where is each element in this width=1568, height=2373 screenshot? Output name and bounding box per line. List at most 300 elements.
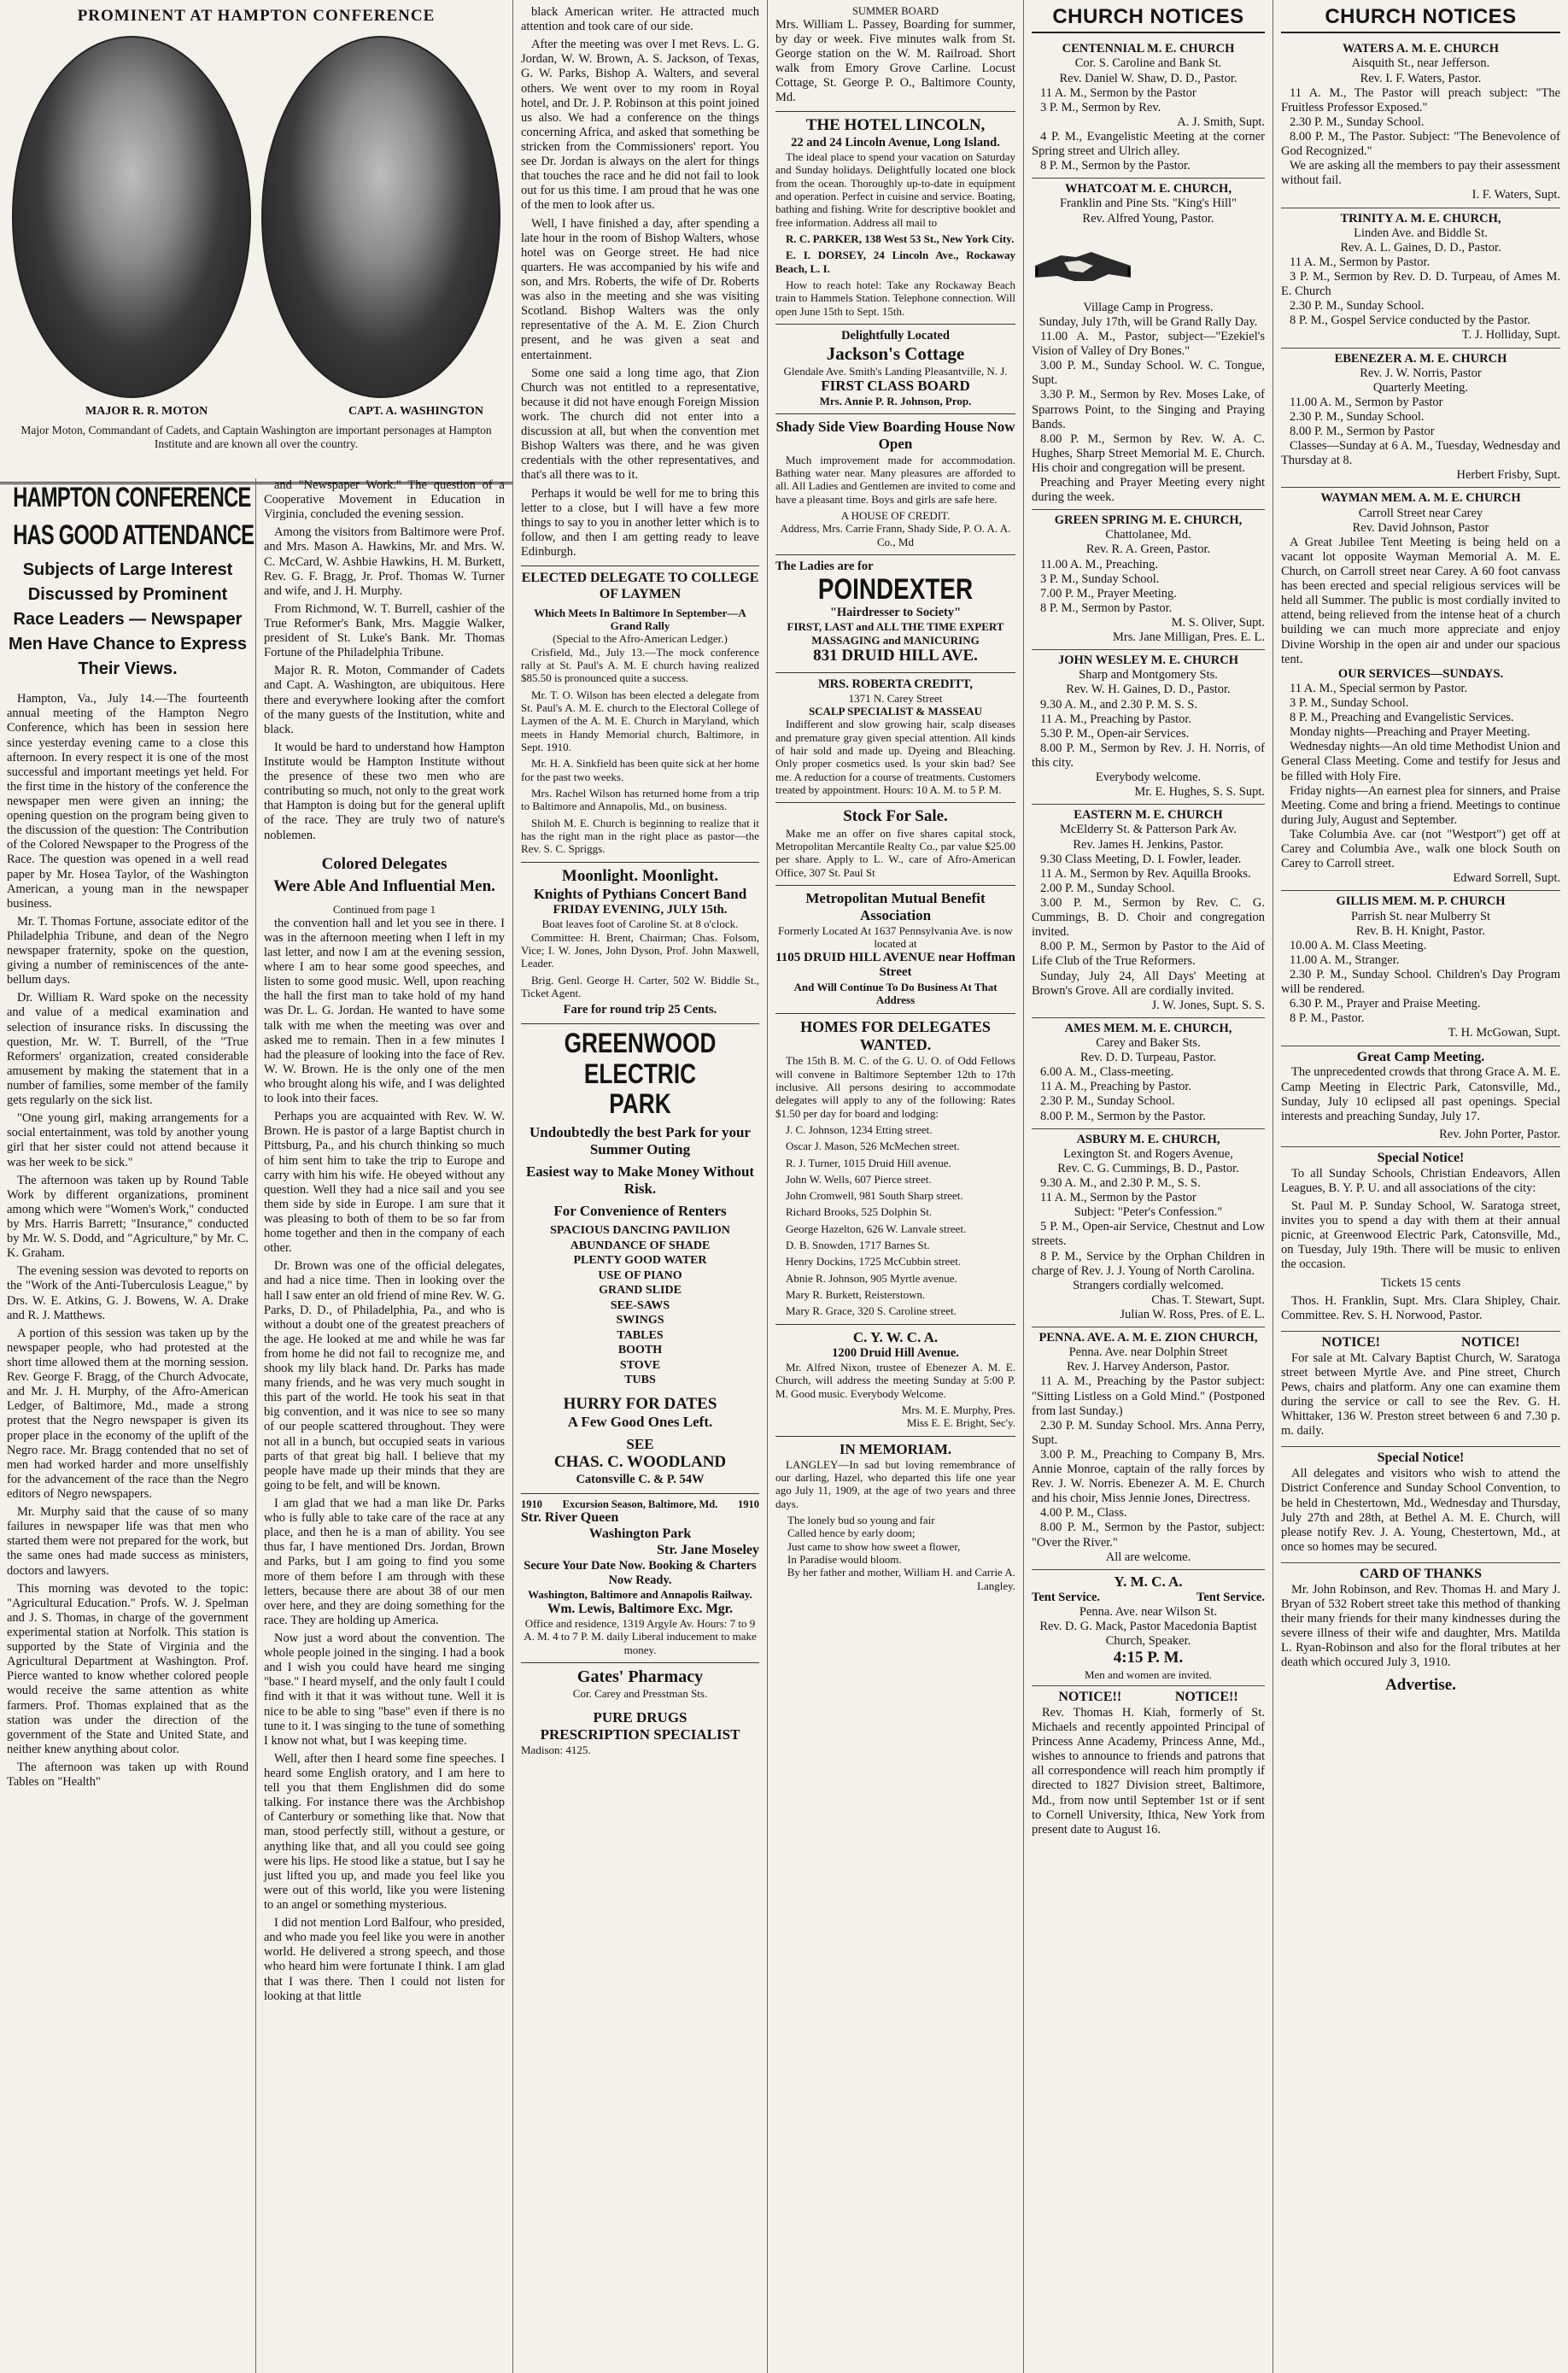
church-line: Penna. Ave. near Dolphin Street — [1068, 1345, 1228, 1360]
list-item: J. C. Johnson, 1234 Etting street. — [786, 1122, 933, 1136]
hotel-parker: R. C. PARKER, 138 West 53 St., New York City. — [786, 231, 1015, 245]
paragraph: Mr. H. A. Sinkfield has been quite sick at her home for the past two weeks. — [521, 757, 759, 783]
gates-phone: Madison: 4125. — [521, 1743, 591, 1756]
creditt-address: 1371 N. Carey Street — [848, 691, 943, 705]
homes-title: HOMES FOR DELEGATES WANTED. — [800, 1017, 991, 1053]
excursion-ad — [521, 1493, 759, 1656]
moonlight-title: Moonlight. Moonlight. — [561, 866, 719, 885]
portrait-banner — [0, 7, 512, 484]
special-notice-2 — [1281, 1447, 1560, 1563]
ymca-notice — [1032, 1570, 1265, 1686]
notice-right: NOTICE! — [1461, 1334, 1520, 1350]
memoriam-signature: By her father and mother, William H. and Carrie A. Langley. — [787, 1566, 1015, 1592]
church-line: Chattolanee, Md. — [1105, 528, 1191, 542]
list-item: Richard Brooks, 525 Dolphin St. — [786, 1205, 933, 1219]
portrait-photo-moton — [12, 36, 251, 398]
list-item: Abnie R. Johnson, 905 Myrtle avenue. — [786, 1271, 957, 1285]
church-name: TRINITY A. M. E. CHURCH, — [1340, 211, 1501, 226]
church-line: Rev. W. H. Gaines, D. D., Pastor. — [1066, 683, 1231, 697]
church-line: 5 P. M., Open-air Service, Chestnut and Low streets. — [1032, 1220, 1265, 1249]
jacksons-cottage-ad — [775, 324, 1015, 408]
church-line: Rev. B. H. Knight, Pastor. — [1356, 923, 1485, 938]
list-item: Henry Dockins, 1725 McCubbin street. — [786, 1255, 962, 1269]
church-line: 2.30 P. M., Sunday School. — [1040, 1094, 1175, 1109]
church-line: 2.00 P. M., Sunday School. — [1040, 881, 1175, 895]
church-line: Monday nights—Preaching and Prayer Meeting. — [1290, 725, 1530, 740]
church-line: Mr. E. Hughes, S. S. Supt. — [1134, 785, 1265, 800]
poindexter-address: 831 DRUID HILL AVE. — [813, 647, 978, 665]
paragraph: I did not mention Lord Balfour, who presided, and who made you feel like you were in another world. He delivered a strong speech, and those who heard him were fortunate I think. I am glad that I was there. Then I could not listen for looking at that little — [264, 1916, 505, 2003]
board-head: SUMMER BOARD — [851, 5, 939, 17]
paragraph: Among the visitors from Baltimore were Prof. and Mrs. Mason A. Hawkins, Mr. and Mrs. W. C. McCard, W. Ashbie Hawkins, H. M. Burkett, Rev. G. F. Bragg, Jr. Prof. Thomas W. Turner and wife, and J. H. Murphy. — [264, 525, 505, 598]
church-line: Rev. D. D. Turpeau, Pastor. — [1080, 1051, 1216, 1065]
church-line: Rev. David Johnson, Pastor — [1352, 520, 1489, 535]
church-line: 11.00 A. M., Stranger. — [1290, 952, 1400, 967]
park-item: SPACIOUS DANCING PAVILION — [550, 1224, 730, 1238]
excursion-header — [521, 1498, 759, 1511]
excursion-secure: Secure Your Date Now. Booking & Charters Now Ready. — [524, 1559, 757, 1588]
church-line: McElderry St. & Patterson Park Av. — [1059, 823, 1237, 837]
church-line: 11 A. M., Preaching by Pastor. — [1040, 712, 1192, 726]
church-line: Rev. R. A. Green, Pastor. — [1085, 542, 1211, 557]
banner-title: PROMINENT AT HAMPTON CONFERENCE — [77, 7, 436, 25]
church-name: CENTENNIAL M. E. CHURCH — [1062, 42, 1235, 56]
ywca-sig-2: Miss E. E. Bright, Sec'y. — [906, 1416, 1015, 1430]
church-line: Linden Ave. and Biddle St. — [1354, 226, 1488, 240]
verse-line: In Paradise would bloom. — [787, 1552, 902, 1566]
kiah-text: Rev. Thomas H. Kiah, formerly of St. Michaels and recently appointed Principal of Princess Anne Academy, Princess Anne, Md., wishes to announce to friends and patrons that all correspondence will reach him promptly if directed to 1827 Division street, Baltimore, Md., from now until September 1st or if sent to Cornell University, Ithica, New York from present date to August 16. — [1032, 1705, 1265, 1837]
church-line: Take Columbia Ave. car (not "Westport") get off at Carey and Columbia Ave., walk one block South on Carey to Carroll street. — [1281, 828, 1560, 871]
church-line: 2.30 P. M. Sunday School. Mrs. Anna Perry, Supt. — [1032, 1418, 1265, 1447]
hotel-text: The ideal place to spend your vacation on Saturday and Sunday holidays. Delightfully located one block from the ocean. Thoroughly up-to-date in equipment and operation. Perfect in cuisine and service. Boating, bathing and fishing. Write for descriptive booklet and free information. Address all mail to — [775, 149, 1015, 229]
creditt-name: MRS. ROBERTA CREDITT, — [817, 677, 974, 691]
excursion-label: Excursion Season, Baltimore, Md. — [562, 1497, 718, 1510]
hotel-reach: How to reach hotel: Take any Rockaway Beach train to Hammels Station. Telephone connection. Will open June 15th to Sept. 15th. — [775, 278, 1015, 318]
church-signature: I. F. Waters, Supt. — [1471, 188, 1560, 202]
church-line: 8 P. M., Sermon by Pastor. — [1040, 601, 1173, 615]
park-tagline: Undoubtedly the best Park for your Summer Outing — [529, 1123, 751, 1157]
church-line: Strangers cordially welcomed. — [1073, 1278, 1224, 1292]
shady-text: Much improvement made for accommodation. Bathing water near. Many pleasures are afforded to all. All Ladies and Gentlemen are invited to come and have a pleasant time. Boys and girls are safe here. — [775, 453, 1015, 506]
column-3 — [767, 0, 1023, 2373]
church-signature: T. H. McGowan, Supt. — [1448, 1026, 1560, 1040]
paragraph: Mr. Murphy said that the cause of so many failures in newspaper life was that men who started them were not prepared for the work, but the same ones had made success as ministers, doctors and lawyers. — [7, 1505, 249, 1578]
church-line: 10.00 A. M. Class Meeting. — [1290, 938, 1427, 952]
church-notices-heading: CHURCH NOTICES — [1032, 5, 1265, 33]
jackson-prop: Mrs. Annie P. R. Johnson, Prop. — [819, 395, 972, 408]
church-line: 2.30 P. M., Sunday School. — [1290, 114, 1425, 129]
special-notice-text: All delegates and visitors who wish to attend the District Conference and Sunday School Convention, to be held in Chestertown, Md., Wednesday and Thursday, July 27th and 28th, at Bethel A. M. E. Church, will please notify Rev. J. A. Young, Chestertown, Md., at once so homes may be secured. — [1281, 1467, 1560, 1554]
church-line: 4 P. M., Evangelistic Meeting at the corner Spring street and Ulrich alley. — [1032, 129, 1265, 159]
park-address: Catonsville C. & P. 54W — [576, 1472, 705, 1486]
paragraph: and "Newspaper Work." The question of a Cooperative Movement in Education in Virginia, concluded the evening session. — [264, 478, 505, 522]
church-notice — [1281, 488, 1560, 891]
camp-meeting-text: The unprecedented crowds that throng Grace A. M. E. Camp Meeting in Electric Park, Catonsville, Md., Sunday, July 10 eclipsed all past openings. Special interests and preaching Sunday, July 17. — [1281, 1065, 1560, 1123]
metropolitan-ad — [775, 885, 1015, 1007]
paragraph: I am glad that we had a man like Dr. Parks who is fully able to take care of the race at any place, and then he is a man of ability. You see thus far, I have mentioned Drs. Jordan, Brown and Parks, but I am going to find you some more of them before I am through with these letters, because there are about 38 of our men over here, and they are doing something for the race. They are holding up America. — [264, 1497, 505, 1627]
church-notices-heading-2: CHURCH NOTICES — [1281, 5, 1560, 33]
church-line: Lexington St. and Rogers Avenue, — [1063, 1146, 1233, 1161]
paragraph: The afternoon was taken up with Round Tables on "Health" — [7, 1760, 249, 1790]
list-item: Oscar J. Mason, 526 McMechen street. — [786, 1140, 960, 1153]
church-line: Rev. C. G. Cummings, B. D., Pastor. — [1057, 1161, 1239, 1175]
church-line: 3.00 P. M., Sermon by Rev. C. G. Cummings, B. D. Choir and congregation invited. — [1032, 896, 1265, 940]
greenwood-park-ad — [521, 1023, 759, 1486]
caption-moton: MAJOR R. R. MOTON — [85, 405, 208, 418]
subhead-colored-delegates: Colored Delegates — [321, 854, 448, 873]
ymca-tent-right: Tent Service. — [1196, 1590, 1265, 1604]
moonlight-subtitle: Knights of Pythians Concert Band — [533, 886, 747, 903]
church-line: Subject: "Peter's Confession." — [1074, 1205, 1223, 1220]
memoriam-text: LANGLEY—In sad but loving remembrance of our darling, Hazel, who departed this life one year ago July 11, 1909, at the age of two years and three days. — [775, 1457, 1015, 1510]
church-line: 11.00 A. M., Preaching. — [1040, 557, 1159, 571]
metro-continue: And Will Continue To Do Business At That Address — [793, 981, 998, 1007]
thanks-text: Mr. John Robinson, and Rev. Thomas H. and Mary J. Bryan of 532 Robert street take this method of thanking their many friends for their many kindnesses during the severe illness of their wife and daughter, Mrs. Matilda L. Ryan-Robinson and also for the floral tributes at her death which occured July 3, 1910. — [1281, 1582, 1560, 1670]
advertise-footer: Advertise. — [1385, 1675, 1456, 1694]
creditt-text: Indifferent and slow growing hair, scalp diseases and premature gray given special attention. All kinds of hair sold and made up. Dyeing and Bleaching. Only proper cosmetics used. Is your skin bad? See me. A reduction for a course of treatments. Customers treated by appointment. Hours: 10 A. M. to 5 P. M. — [775, 718, 1015, 796]
ywca-address: 1200 Druid Hill Avenue. — [832, 1345, 959, 1360]
park-renters: For Convenience of Renters — [553, 1203, 727, 1220]
church-line: A Great Jubilee Tent Meeting is being held on a vacant lot opposite Wayman Memorial A. M. E. Church, on Carroll street near Carey. A 60 foot canvass has been erected and special religious services will be held all Summer. The public is most cordially invited to attend, being relieved from the intense heat of a church building we can much more appreciate and enjoy Divine Worship in the open air and under our spacious tent. — [1281, 535, 1560, 666]
church-notice — [1032, 1018, 1265, 1129]
verse-line: Just came to show how sweet a flower, — [787, 1539, 961, 1553]
gates-specialist: PRESCRIPTION SPECIALIST — [540, 1726, 740, 1743]
church-line: 11 A. M., Special sermon by Pastor. — [1290, 681, 1468, 695]
church-line: 8 P. M., Pastor. — [1290, 1011, 1365, 1026]
hotel-title: THE HOTEL LINCOLN, — [805, 116, 986, 135]
headline-deck: Subjects of Large Interest Discussed by Prominent Race Leaders — Newspaper Men Have Chance to Express Their Views. — [9, 560, 247, 679]
paragraph: Well, I have finished a day, after spending a late hour in the room of Bishop Walters, whose hotel was on George street. He had nice quarters. He was accompanied by his wife and son, and Mrs. Roberts, the wife of Dr. Roberts was also in the meeting and she was visiting Scotland. Bishop Walters was the only representative of the A. M. E. Zion Church present, and he was given a seat and entertainment. — [521, 216, 759, 362]
park-item: BOOTH — [617, 1344, 663, 1357]
notice-header — [1032, 1690, 1265, 1706]
hotel-lincoln-ad — [775, 111, 1015, 317]
list-item: R. J. Turner, 1015 Druid Hill avenue. — [786, 1156, 951, 1169]
shady-credit: A HOUSE OF CREDIT. — [840, 508, 951, 522]
excursion-route: Washington, Baltimore and Annapolis Railway. — [528, 1588, 752, 1602]
church-line: Rev. I. F. Waters, Pastor. — [1360, 71, 1482, 85]
church-line: Wednesday nights—An old time Methodist Union and General Class Meeting. Come and testify for Jesus and be filled with Holy Fire. — [1281, 740, 1560, 783]
paragraph: the convention hall and let you see in there. I was in the afternoon meeting when I left in my last letter, and now I am at the evening session, where I am to hear some good speeches, and listen to some good music. Well, upon reaching the hall the first man to take hold of my hand was Dr. L. G. Jordan. He wanted to have some talk with me when the meeting was over and asked me to remain. Then in a few minutes I had the pleasure of looking into the face of Rev. W. W. Brown. He is the only one of the men who brought along his wife, and I was delighted to look into their faces. — [264, 916, 505, 1106]
church-line: 3 P. M., Sermon by Rev. D. D. Turpeau, of Ames M. E. Church — [1281, 269, 1560, 299]
list-item: John W. Wells, 607 Pierce street. — [786, 1172, 932, 1186]
church-notice — [1281, 38, 1560, 208]
thanks-title: CARD OF THANKS — [1359, 1566, 1483, 1581]
paragraph: From Richmond, W. T. Burrell, cashier of the True Reformer's Bank, Mrs. Maggie Walker, president of St. Luke's Bank. Mr. Thomas Fortune of the Philadelphia Tribune. — [264, 601, 505, 660]
church-notice — [1032, 510, 1265, 650]
park-few-left: A Few Good Ones Left. — [567, 1414, 713, 1431]
camp-line: 8.00 P. M., Sermon by Rev. W. A. C. Hughes, Sharp Street Memorial M. E. Church. His choir and congregation will be present. — [1032, 431, 1265, 475]
church-line: 3 P. M., Sunday School. — [1290, 696, 1409, 711]
article-body-a — [7, 692, 249, 1790]
church-line: J. W. Jones, Supt. S. S. — [1151, 998, 1265, 1012]
church-line: 11 A. M., Sermon by Rev. Aquilla Brooks. — [1040, 866, 1251, 881]
jackson-title: Jackson's Cottage — [826, 343, 965, 364]
church-name: JOHN WESLEY M. E. CHURCH — [1057, 653, 1239, 668]
moonlight-ad — [521, 862, 759, 1018]
church-line: Franklin and Pine Sts. "King's Hill" — [1060, 196, 1237, 211]
park-hurry: HURRY FOR DATES — [563, 1394, 717, 1413]
church-line: Rev. James H. Jenkins, Pastor. — [1073, 837, 1224, 852]
church-line: Mrs. Jane Milligan, Pres. E. L. — [1112, 630, 1265, 645]
photo-caption: Major Moton, Commandant of Cadets, and Captain Washington are important personages at Hampton Institute and are known all over the country. — [20, 424, 492, 450]
jackson-board: FIRST CLASS BOARD — [821, 378, 970, 395]
subhead-able-men: Were Able And Influential Men. — [273, 877, 495, 896]
church-line: Rev. A. L. Gaines, D. D., Pastor. — [1340, 240, 1501, 255]
paragraph: Hampton, Va., July 14.—The fourteenth annual meeting of the Hampton Negro Conference, which has been in session here since yesterday evening came to a close this afternoon. In every respect it is one of the most successful and important meetings yet held. For the first time in the history of the conference the newspaper men were given an inning; the opening question on the program being given to the discussion of the question: The Contribution of the Colored Newspaper to the Progress of the Race. The question was opened in a well read paper by Mr. Hosea Taylor, of the Washington American, a young man in the newspaper business. — [7, 692, 249, 911]
moonlight-boat: Boat leaves foot of Caroline St. at 8 o'clock. — [541, 917, 739, 931]
church-line: 11 A. M., The Pastor will preach subject: "The Fruitless Professor Exposed." — [1281, 85, 1560, 114]
excursion-year-right: 1910 — [737, 1497, 759, 1510]
church-name: WHATCOAT M. E. CHURCH, — [1065, 182, 1232, 196]
jackson-address: Glendale Ave. Smith's Landing Pleasantville, N. J. — [783, 364, 1008, 378]
poindexter-tag: "Hairdresser to Society" — [829, 606, 962, 620]
church-line: Chas. T. Stewart, Supt. — [1151, 1292, 1265, 1307]
paragraph: Dr. Brown was one of the official delegates, and had a nice time. Then in looking over the hall I saw enter an old friend of mine Rev. W. G. Parks, D. D., of Philadelphia, Pa., and who is without a doubt one of the greatest preachers of the age. He looked at me and while he was far from home he did not fail to recognize me, and shook my lily black hand. Dr. Parks has made many friends, and he was very much sought in this part of the world. He took his seat in that big convention, and it was nice to see so many of our people scattered throughout. They were not all in a bunch, but occupied seats in various parts of that great big hall. I believe that my people have made up their minds that they are going to be felt, and will be known. — [264, 1259, 505, 1492]
park-title-1: GREENWOOD — [564, 1028, 717, 1059]
moonlight-committee: Committee: H. Brent, Chairman; Chas. Folsom, Vice; I. W. Jones, John Dyson, Prof. John Maxwell, Leader. — [521, 930, 759, 970]
church-line: 11 A. M., Sermon by the Pastor — [1040, 85, 1196, 100]
church-line: 8 P. M., Sermon by the Pastor. — [1040, 159, 1191, 173]
church-line: Julian W. Ross, Pres. of E. L. — [1120, 1307, 1265, 1321]
special-notice-title: Special Notice! — [1377, 1450, 1465, 1466]
church-line: Aisquith St., near Jefferson. — [1351, 56, 1490, 71]
column-1 — [0, 0, 512, 2373]
gates-pharmacy-ad — [521, 1662, 759, 1756]
camp-line: 11.00 A. M., Pastor, subject—"Ezekiel's Vision of Valley of Dry Bones." — [1032, 329, 1265, 359]
paragraph: The afternoon was taken up by Round Table Work by different organizations, prominent among which were "Women's Work," conducted by Mrs. Harris Barrett; "Insurance," conducted by Mr. W. S. Dodd, and "Agriculture," by Mr. C. K. Graham. — [7, 1173, 249, 1261]
church-name: GREEN SPRING M. E. CHURCH, — [1054, 513, 1243, 528]
church-name: AMES MEM. M. E. CHURCH, — [1064, 1021, 1232, 1035]
paragraph: Crisfield, Md., July 13.—The mock conference rally at St. Paul's A. M. E church having realized $85.50 is pronounced quite a success. — [521, 645, 759, 685]
paragraph: Perhaps you are acquainted with Rev. W. W. Brown. He is pastor of a large Baptist church in Pittsburg, Pa., and his church thinking so much of him sent him to take the trip to Europe and carry with him his wife. He obeyed without any question. Well they had a nice sail and you see them side by side in Europe. I am sure that it was pleasing to both of them to be so far from home together and then in the company of each other. — [264, 1110, 505, 1256]
church-name: WATERS A. M. E. CHURCH — [1342, 42, 1499, 56]
stock-text: Make me an offer on five shares capital stock, Metropolitan Mercantile Realty Co., par value $25.00 per share. Apply to L. W., care of Afro-American Office, 307 St. Paul St — [775, 826, 1015, 879]
gates-title: Gates' Pharmacy — [576, 1667, 704, 1686]
portrait-photo-washington — [261, 36, 500, 398]
church-line: M. S. Oliver, Supt. — [1171, 616, 1265, 630]
headline-line-2: HAS GOOD ATTENDANCE — [13, 519, 255, 550]
park-item: PLENTY GOOD WATER — [573, 1254, 707, 1268]
church-line: 11.00 A. M., Sermon by Pastor — [1290, 395, 1443, 409]
park-item: TABLES — [617, 1328, 664, 1342]
handshake-icon — [1032, 231, 1134, 291]
church-line: Carroll Street near Carey — [1358, 506, 1483, 520]
paragraph: It would be hard to understand how Hampton Institute would be Hampton Institute without the presence of these two men who are contributing so much, not only to the great work that Hampton is doing but for the general uplift of the race. They are truly two of nature's noblemen. — [264, 740, 505, 842]
notice-for-sale — [1281, 1332, 1560, 1448]
church-line: 4.00 P. M., Class. — [1040, 1506, 1127, 1520]
church-line: A. J. Smith, Supt. — [1177, 114, 1265, 129]
church-line: 3 P. M., Sermon by Rev. — [1040, 100, 1161, 114]
special-notice-text: To all Sunday Schools, Christian Endeavors, Allen Leagues, B. Y. P. U. and all associations of the city: — [1281, 1166, 1560, 1195]
church-notice — [1032, 38, 1265, 179]
church-line: 8.00 P. M., Sermon by Pastor to the Aid of Life Club of the True Reformers. — [1032, 940, 1265, 969]
park-title-3: PARK — [609, 1087, 671, 1119]
excursion-boat-2: Str. Jane Moseley — [657, 1543, 759, 1558]
hotel-dorsey: E. I. DORSEY, 24 Lincoln Ave., Rockaway Beach, L. I. — [775, 249, 1015, 275]
list-item: George Hazelton, 626 W. Lanvale street. — [786, 1222, 967, 1235]
paragraph: The evening session was devoted to reports on the "Work of the Anti-Tuberculosis League," by Drs. W. E. Atkins, G. J. Bowens, W. A. Drake and R. J. Matthews. — [7, 1264, 249, 1322]
church-name: WAYMAN MEM. A. M. E. CHURCH — [1320, 491, 1521, 506]
ywca-title: C. Y. W. C. A. — [852, 1328, 939, 1345]
excursion-office: Office and residence, 1319 Argyle Av. Hours: 7 to 9 A. M. 4 to 7 P. M. daily Liberal inducement to make money. — [524, 1616, 757, 1656]
church-line: 3.00 P. M., Preaching to Company B, Mrs. Annie Monroe, captain of the rally forces by Rev. J. W. Norris. Ebenezer A. M. E. Church and his choir, Miss Jennie Jones, Directress. — [1032, 1447, 1265, 1506]
church-line: 8 P. M., Service by the Orphan Children in charge of Rev. J. J. Young of North Carolina. — [1032, 1249, 1265, 1278]
park-item: SWINGS — [616, 1314, 664, 1327]
ywca-notice — [775, 1324, 1015, 1430]
list-item: D. B. Snowden, 1717 Barnes St. — [786, 1239, 930, 1252]
camp-line: Preaching and Prayer Meeting every night during the week. — [1032, 476, 1265, 505]
special-notice-text: St. Paul M. P. Sunday School, W. Saratoga street, invites you to spend a day with them at their annual picnic, at Greenwood Electric Park, Catonsville, Md., on Tuesday, July 19th. There will be music to enliven the occasion. — [1281, 1199, 1560, 1272]
church-line: 11 A. M., Preaching by the Pastor subject: "Sitting Listless on a Gold Mind." (Postponed from last Sunday.) — [1032, 1374, 1265, 1418]
church-line: Sunday, July 24, All Days' Meeting at Brown's Grove. All are cordially invited. — [1032, 969, 1265, 998]
poindexter-first: FIRST, LAST and ALL THE TIME EXPERT MASSAGING and MANICURING — [787, 620, 1004, 647]
park-item: USE OF PIANO — [598, 1269, 682, 1282]
poindexter-lead: The Ladies are for — [775, 559, 874, 573]
church-line: Quarterly Meeting. — [1372, 380, 1469, 395]
ymca-title: Y. M. C. A. — [1114, 1573, 1183, 1590]
list-item: Mary R. Grace, 320 S. Caroline street. — [786, 1304, 957, 1318]
paragraph: Mr. T. Thomas Fortune, associate editor of the Philadelphia Tribune, and dean of the Negro newspaper fraternity, spoke on the question, giving a number of reminiscences of the ante-bellum days. — [7, 914, 249, 987]
park-item: ABUNDANCE OF SHADE — [570, 1239, 711, 1252]
paragraph: Dr. William R. Ward spoke on the necessity and value of a medical examination and selection of insurance risks. In discussing the question, Mr. W. T. Burrell, of the "True Reformers' organization, created considerable amusement by making the statement that in a number of families, some member of the family gets regularly on the sick list. — [7, 991, 249, 1108]
column-5 — [1273, 0, 1568, 2373]
ymca-tent-row — [1032, 1591, 1265, 1605]
church-line: 8.00 P. M., Sermon by Rev. J. H. Norris, of this city. — [1032, 741, 1265, 770]
church-line: 8.00 P. M., Sermon by Pastor — [1290, 425, 1435, 439]
church-line: 2.30 P. M., Sunday School. — [1290, 299, 1425, 313]
church-line: 6.00 A. M., Class-meeting. — [1040, 1065, 1174, 1080]
column-1a — [0, 478, 256, 2373]
notice-left: NOTICE! — [1321, 1334, 1380, 1350]
church-line: We are asking all the members to pay their assessment without fail. — [1281, 159, 1560, 188]
church-notice — [1032, 650, 1265, 805]
church-line: 11 A. M., Sermon by the Pastor — [1040, 1191, 1196, 1205]
verse-line: Called hence by early doom; — [787, 1526, 916, 1540]
notice-text: For sale at Mt. Calvary Baptist Church, W. Saratoga street between Myrtle Ave. and Pine street, Church Pews, chairs and platform. Any one can examine them during the service or call to see the Rev. G. H. Whittaker, 136 W. Preston street between 6 and 7.30 p. m. daily. — [1281, 1351, 1560, 1438]
church-line: 8.00 P. M., Sermon by the Pastor. — [1040, 1109, 1206, 1123]
park-item: GRAND SLIDE — [599, 1284, 682, 1298]
poindexter-ad — [775, 554, 1015, 666]
paragraph: This morning was devoted to the topic: "Agricultural Education." Profs. W. J. Spelman and J. S. Thomas, in charge of the government experimental station at Norfolk. This station is supported by the State of Virginia and the Agricultural Department at Washington. Prof. Pierce wanted to know whether colored people would receive the same attention as white farmers. Prof. Thomas explained that as the station was under the direction of the government of the State and United State, and neither knew anything about color. — [7, 1581, 249, 1756]
excursion-manager: Wm. Lewis, Baltimore Exc. Mgr. — [547, 1601, 733, 1616]
elected-note: (Special to the Afro-American Ledger.) — [553, 632, 728, 646]
moonlight-date: FRIDAY EVENING, JULY 15th. — [553, 903, 728, 917]
elected-delegate-article — [521, 565, 759, 856]
shady-side-ad — [775, 413, 1015, 548]
camp-line: 3.00 P. M., Sunday School. W. C. Tongue, Supt. — [1032, 359, 1265, 388]
church-line: Sharp and Montgomery Sts. — [1079, 668, 1218, 683]
in-memoriam — [775, 1436, 1015, 1592]
stock-title: Stock For Sale. — [843, 807, 948, 826]
church-line: Carey and Baker Sts. — [1096, 1035, 1201, 1050]
list-item: John Cromwell, 981 South Sharp street. — [786, 1189, 963, 1203]
list-item: Mary R. Burkett, Reisterstown. — [786, 1288, 926, 1302]
verse-line: The lonely bud so young and fair — [787, 1513, 935, 1526]
paragraph: Well, after then I heard some fine speeches. I heard some English oratory, and I am here to tell you that them Englishmen did do some talking. For instance there was the Archbishop of Canterbury or something like that. Now that man, stood perfectly still, without a gesture, or anything like that, and all you could see going were his lips. He stood like a statue, but I say he just lifted you up, and made you feel like you were out of this world, like you were listening to an angel or something mysterious. — [264, 1751, 505, 1912]
church-line: 2.30 P. M., Sunday School. Children's Day Program will be rendered. — [1281, 967, 1560, 997]
metro-address: 1105 DRUID HILL AVENUE near Hoffman Street — [775, 950, 1015, 980]
homes-for-delegates — [775, 1013, 1015, 1318]
column-4 — [1023, 0, 1273, 2373]
church-line: 8 P. M., Gospel Service conducted by the Pastor. — [1290, 313, 1530, 328]
church-line: 9.30 A. M., and 2.30 P. M. S. S. — [1040, 697, 1198, 712]
church-line: Rev. Daniel W. Shaw, D. D., Pastor. — [1059, 71, 1237, 85]
church-name: PENNA. AVE. A. M. E. ZION CHURCH, — [1039, 1331, 1258, 1345]
excursion-year-left: 1910 — [521, 1497, 542, 1510]
church-line: Rev. J. W. Norris, Pastor — [1360, 366, 1482, 380]
special-notice-tickets: Tickets 15 cents — [1380, 1275, 1461, 1290]
church-line: 6.30 P. M., Prayer and Praise Meeting. — [1290, 997, 1481, 1011]
notice-right: NOTICE!! — [1174, 1690, 1238, 1705]
headline-line-1: HAMPTON CONFERENCE — [13, 482, 251, 513]
card-of-thanks — [1281, 1563, 1560, 1699]
elected-title: ELECTED DELEGATE TO COLLEGE OF LAYMEN — [521, 571, 759, 601]
stock-ad — [775, 802, 1015, 879]
church-signature: T. J. Holliday, Supt. — [1461, 328, 1560, 343]
church-signature: Herbert Frisby, Supt. — [1456, 468, 1560, 483]
church-line: 11 A. M., Preaching by Pastor. — [1040, 1080, 1192, 1094]
paragraph: Perhaps it would be well for me to bring this letter to a close, but I will have a few more things to say to you in another letter which is to follow, and then I am getting ready to leave Edinburgh. — [521, 486, 759, 559]
paragraph: Mrs. Rachel Wilson has returned home from a trip to Baltimore and Annapolis, Md., on business. — [521, 787, 759, 813]
church-notice — [1032, 805, 1265, 1018]
hotel-address: 22 and 24 Lincoln Avenue, Long Island. — [791, 135, 1000, 149]
church-line: OUR SERVICES—SUNDAYS. — [1337, 666, 1504, 681]
gates-drugs: PURE DRUGS — [593, 1708, 687, 1726]
church-line: 2.30 P. M., Sunday School. — [1290, 409, 1425, 424]
camp-line: 3.30 P. M., Sermon by Rev. Moses Lake, of Sparrows Point, to the Singing and Praying Bands. — [1032, 388, 1265, 431]
church-notice — [1032, 1129, 1265, 1327]
ymca-time: 4:15 P. M. — [1113, 1649, 1184, 1667]
special-notice-1 — [1281, 1147, 1560, 1332]
ymca-note: Men and women are invited. — [1084, 1667, 1213, 1681]
elected-subtitle: Which Meets In Baltimore In September—A Grand Rally — [534, 606, 746, 633]
shady-title: Shady Side View Boarding House Now Open — [775, 419, 1015, 453]
paragraph: Major R. R. Moton, Commander of Cadets and Capt. A. Washington, are ubiquitous. Here there and everywhere looking after the comfort of the many guests of the Institution, white and black. — [264, 664, 505, 736]
metro-text: Formerly Located At 1637 Pennsylvania Ave. is now located at — [778, 924, 1013, 951]
ymca-line: Penna. Ave. near Wilson St. — [1079, 1604, 1218, 1619]
church-line: Everybody welcome. — [1095, 770, 1202, 785]
paragraph: black American writer. He attracted much attention and took care of our side. — [521, 5, 759, 34]
paragraph: A portion of this session was taken up by the newspaper people, who had protested at the short time allowed them at the morning session. Rev. George F. Bragg, of the Church Advocate, and Mr. J. H. Murphy, of the Afro-American Ledger, of Baltimore, Md., made a strong protest that the Negro newspaper is given its proper place in the economy of the uplift of the Negro race. Mr. Bragg contended that no set of men had worked harder and more unselfishly for the advancement of the race than the Negro editors of Negro newspapers. — [7, 1326, 249, 1501]
memoriam-verse — [775, 1514, 1015, 1566]
homes-text: The 15th B. M. C. of the G. U. O. of Odd Fellows will convene in Baltimore September 12th to 17th inclusive. All persons desiring to accommodate delegates will apply to any of the following: Rates $1.50 per day for board and lodging: — [775, 1054, 1015, 1120]
church-signature: Edward Sorrell, Supt. — [1453, 871, 1560, 886]
camp-meeting-title: Great Camp Meeting. — [1356, 1049, 1485, 1064]
church-name: EBENEZER A. M. E. CHURCH — [1334, 351, 1507, 366]
moonlight-agent: Brig. Genl. George H. Carter, 502 W. Biddle St., Ticket Agent. — [521, 973, 759, 999]
camp-line: Sunday, July 17th, will be Grand Rally Day. — [1039, 314, 1258, 329]
creditt-specialist: SCALP SPECIALIST & MASSEAU — [808, 704, 983, 718]
paragraph: Some one said a long time ago, that Zion Church was not entitled to a representative, because it did not have enough Foreign Mission work. The church did not enter into a discussion at all, but when the convention met Bishop Walters was there, and he was given credentials with the other representatives, and that's all there was to it. — [521, 366, 759, 483]
metro-title: Metropolitan Mutual Benefit Association — [805, 889, 986, 923]
special-notice-title: Special Notice! — [1377, 1150, 1465, 1165]
park-item: SEE-SAWS — [610, 1298, 670, 1312]
paragraph: Shiloh M. E. Church is beginning to realize that it has the right man in the right place as pastor—the Rev. S. C. Spriggs. — [521, 816, 759, 856]
summer-board-ad — [775, 5, 1015, 105]
church-line: 9.30 Class Meeting, D. I. Fowler, leader. — [1040, 852, 1242, 866]
church-notice — [1281, 349, 1560, 489]
notice-left: NOTICE!! — [1058, 1690, 1122, 1705]
church-line: 5.30 P. M., Open-air Services. — [1040, 726, 1190, 741]
creditt-ad — [775, 672, 1015, 797]
ywca-text: Mr. Alfred Nixon, trustee of Ebenezer A. M. E. Church, will address the meeting Sunday at 5:00 P. M. Good music. Everybody Welcome. — [775, 1360, 1015, 1400]
park-see: SEE — [626, 1436, 654, 1453]
park-contact: CHAS. C. WOODLAND — [553, 1453, 727, 1472]
column-1b — [256, 478, 512, 2373]
park-title-2: ELECTRIC — [583, 1058, 697, 1089]
board-text: Mrs. William L. Passey, Boarding for summer, by day or week. Five minutes walk from St. George station on the W. M. Railroad. Short walk from Emory Grove Carline. Locust Cottage, St. George P. O., Baltimore County, Md. — [775, 17, 1015, 105]
special-notice-signature: Thos. H. Franklin, Supt. Mrs. Clara Shipley, Chair. Committee. Rev. S. H. Norwood, Pastor. — [1281, 1293, 1560, 1322]
